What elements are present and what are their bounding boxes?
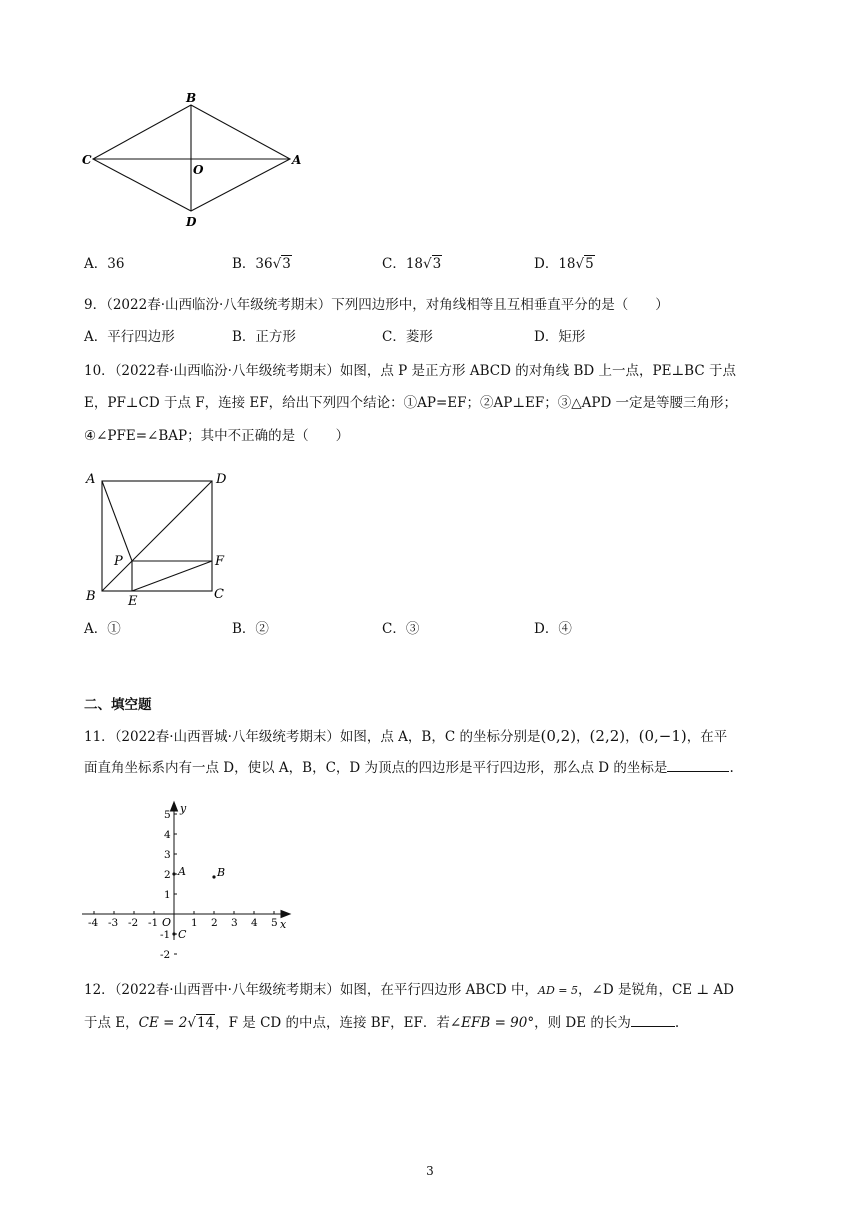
q9-option-b: B．正方形 [232,329,296,345]
q10-question-line3: ④∠PFE=∠BAP；其中不正确的是（ ） [84,428,350,444]
page-number: 3 [426,1164,434,1178]
q10-line1: 如图，点 P 是正方形 ABCD 的对角线 BD 上一点，PE⊥BC 于点 [339,363,736,379]
y-tick-label: -2 [160,949,171,961]
q8-option-a-value: 36 [107,256,125,272]
q12-ce-sqrt: √14 [187,1015,215,1031]
x-tick-label: 1 [191,917,198,929]
q8-option-d-sqrt: √5 [575,256,594,272]
q8-option-b [232,254,292,274]
x-tick-label: 5 [271,917,278,929]
q8-option-b-sqrt: √3 [272,256,291,272]
rhombus-label-a: A [292,153,302,167]
y-tick-label: 5 [164,809,171,821]
x-tick-label: -3 [108,917,119,929]
q8-option-b-value: 36 [255,256,273,272]
x-tick-label: -4 [88,917,99,929]
square-label-b: B [86,589,96,604]
q11-answer-blank[interactable] [667,771,729,772]
square-label-a: A [86,472,96,487]
graph-point-c [172,932,175,935]
x-tick-label: -1 [148,917,159,929]
square-label-e: E [128,594,138,609]
q12-ad-expression: AD = 5 [538,984,579,997]
square-label-f: F [215,554,225,569]
q11-question-line2 [84,758,734,778]
rhombus-figure [78,88,308,233]
q8-option-d-label: D． [534,256,559,272]
rhombus-label-b: B [186,91,197,105]
q10-question-line2: E，PF⊥CD 于点 F，连接 EF，给出下列四个结论：①AP=EF；②AP⊥EF；③△APD 一定是等腰三角形； [84,395,738,411]
q10-source: （2022春·山西临汾·八年级统考期末） [114,363,340,379]
q8-option-d-radicand: 5 [585,256,594,272]
y-tick-label: 3 [164,849,171,861]
q12-ce-radicand: 14 [196,1015,215,1031]
section-title: 二、填空题 [84,697,152,713]
q12-line1-mid: ，∠D 是锐角，CE ⊥ AD [578,982,734,998]
square-label-d: D [216,472,227,487]
x-tick-label: 4 [251,917,258,929]
q8-option-c-label: C． [382,256,406,272]
graph-origin-label: O [162,916,172,929]
q9-option-d: D．矩形 [534,329,586,345]
q9-option-a: A．平行四边形 [84,329,175,345]
q12-source: （2022春·山西晋中·八年级统考期末） [114,982,340,998]
coordinate-graph [78,798,296,961]
rhombus-label-o: O [193,163,204,177]
q11-line1-post: ，在平 [686,729,728,745]
rhombus-label-c: C [82,153,92,167]
graph-point-c-label: C [178,928,187,941]
x-tick-label: 2 [211,917,218,929]
x-tick-label: -2 [128,917,139,929]
y-tick-label: -1 [160,929,171,941]
q11-number: 11． [84,729,115,745]
q8-option-d [534,254,595,274]
q11-line2: 面直角坐标系内有一点 D，使以 A，B，C，D 为顶点的四边形是平行四边形，那么点 D 的坐标是 [84,760,668,776]
q9-question [84,295,669,315]
q12-line2-end: . [674,1015,680,1031]
q9-option-c: C．菱形 [382,329,433,345]
q8-option-c-radicand: 3 [432,256,442,272]
y-tick-label: 4 [164,829,171,841]
q12-line2-pre: 于点 E， [84,1015,139,1031]
square-figure [80,467,240,607]
q10-option-a: A．① [84,621,121,637]
q11-coord-c: (0,−1) [638,727,687,745]
q10-option-c: C．③ [382,621,420,637]
q11-coord-a: (0,2) [540,727,577,745]
q10-option-b: B．② [232,621,269,637]
q9-text: 下列四边形中，对角线相等且互相垂直平分的是（ ） [331,297,669,313]
q12-number: 12． [84,982,115,998]
q12-question-line1 [84,980,734,1001]
q12-angle-expression: ∠EFB = 90° [449,1015,535,1031]
q10-number: 10． [84,363,115,379]
x-tick-label: 3 [231,917,238,929]
q9-number: 9． [84,297,107,313]
q11-source: （2022春·山西晋城·八年级统考期末） [114,729,340,745]
q8-option-b-radicand: 3 [282,256,291,272]
q12-answer-blank[interactable] [631,1026,675,1027]
q12-line2-mid: ，F 是 CD 的中点，连接 BF，EF．若 [215,1015,450,1031]
graph-y-axis-label: y [180,802,187,815]
q8-option-c [382,254,442,274]
graph-point-a [172,872,175,875]
rhombus-label-d: D [186,215,197,229]
q10-question-line1 [84,361,736,381]
q9-source: （2022春·山西临汾·八年级统考期末） [106,297,332,313]
q10-option-d: D．④ [534,621,572,637]
graph-point-b-label: B [217,866,226,879]
q11-coord-b: (2,2) [589,727,626,745]
y-tick-label: 1 [164,889,171,901]
q12-line2-post: ，则 DE 的长为 [534,1015,631,1031]
graph-point-a-label: A [178,865,186,878]
y-tick-label: 2 [164,869,171,881]
q8-option-a [84,254,124,274]
q11-line1-pre: 如图，点 A，B，C 的坐标分别是 [339,729,541,745]
q8-option-d-value: 18 [558,256,576,272]
q12-question-line2 [84,1013,679,1033]
q11-line2-end: . [729,760,734,776]
graph-x-axis-label: x [280,918,287,931]
square-label-p: P [114,554,123,569]
graph-point-b [212,875,215,878]
q11-question-line1: 11．（2022春·山西晋城·八年级统考期末）如图，点 A，B，C 的坐标分别是(0,2)，(2,2)，(0,−1)，在平 [84,727,728,745]
q12-line1-pre: 如图，在平行四边形 ABCD 中， [339,982,539,998]
q12-ce-expression: CE = 2 [138,1015,188,1031]
q8-option-a-label: A． [84,256,108,272]
q8-option-c-value: 18 [405,256,424,272]
q8-option-b-label: B． [232,256,256,272]
square-label-c: C [214,587,224,602]
q8-option-c-sqrt: √3 [423,256,442,272]
